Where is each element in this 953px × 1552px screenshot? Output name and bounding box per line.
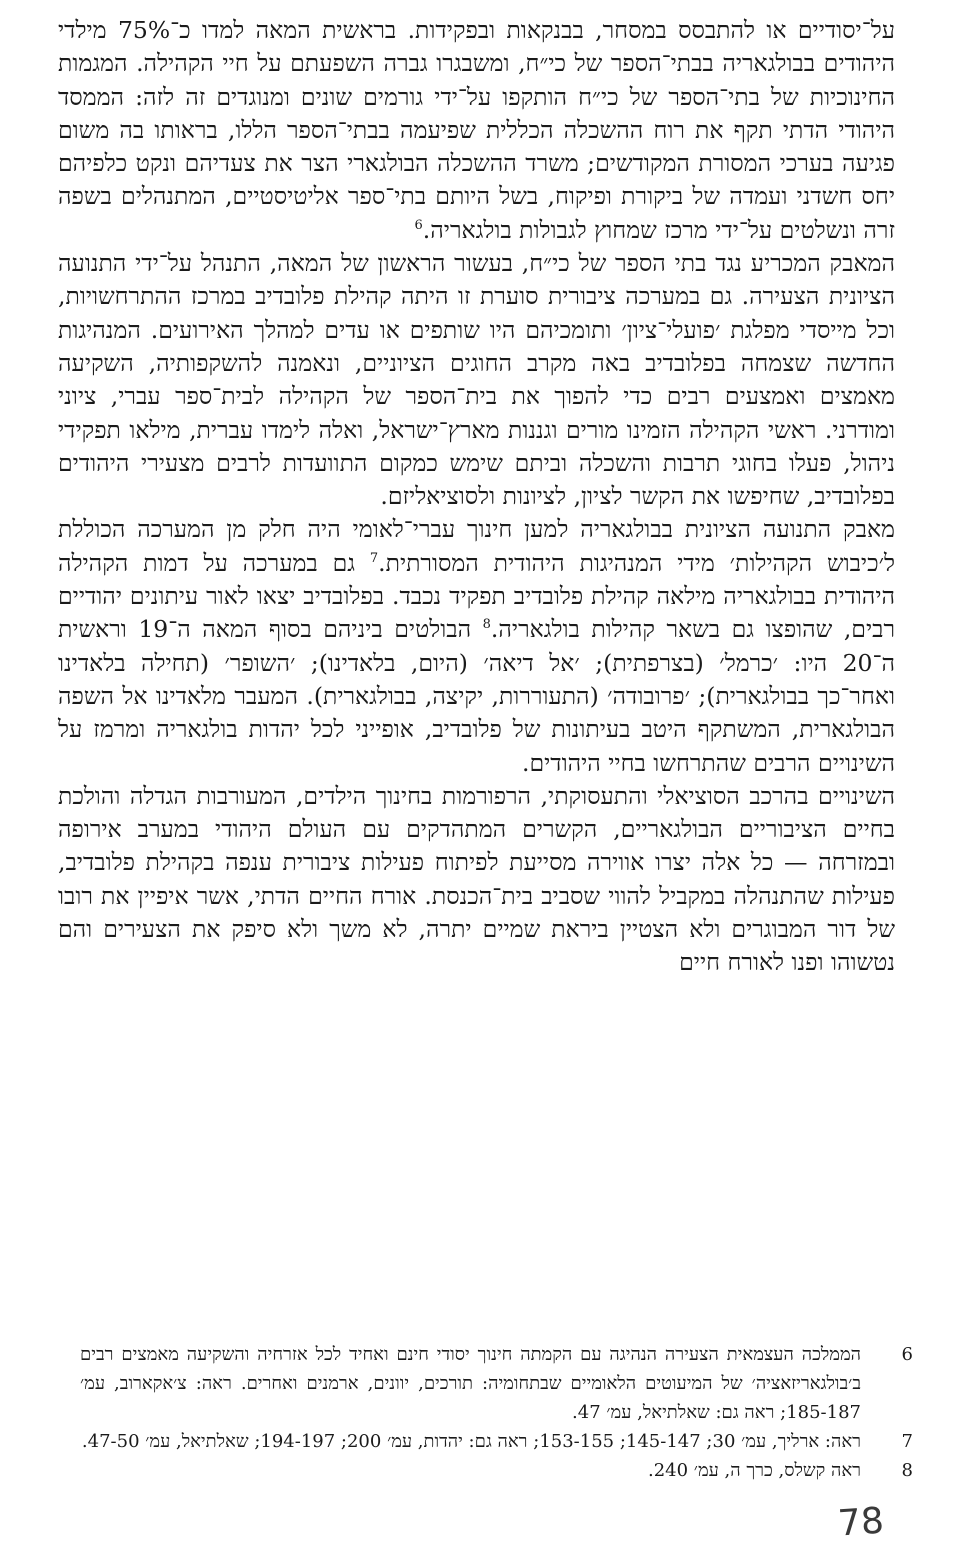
footnote-8-text: ראה קשלס, כרך ה, עמ׳ 240.: [647, 1460, 861, 1481]
paragraph-3-text-before: מאבק התנועה הציונית בבולגאריה למען חינוך עברי־לאומי היה חלק מן המערכה הכוללת ל׳כיבוש הקהילות׳ מידי המנהיגות היהודית המסורתית.: [58, 515, 895, 577]
footnote-6-text: הממלכה העצמאית הצעירה הנהיגה עם הקמתה חינוך יסודי חינם ואחיד לכל אזרחיה והשקיעה מאמצים רבים ב׳בולגאריזאציה׳ של המיעוטים הלאומיים שבתחומיה: תורכים, יוונים, ארמנים ואחרים. ראה: צ׳אקארוב, עמ׳ 185-187; ראה גם: שאלתיאל, עמ׳ 47.: [80, 1344, 861, 1423]
paragraph-4: השינויים בהרכב הסוציאלי והתעסוקתי, הרפורמות בחינוך הילדים, המעורבות הגדלה והולכת בחיים הציבוריים הבולגאריים, הקשרים המתהדקים עם העולם היהודי במערב אירופה ובמזרחה — כל אלה יצרו אווירה מסייעת לפיתוח פעילות ציבורית ענפה בקהילת פלובדיב, פעילות שהתנהלה במקביל להווי שסביב בית־הכנסת. אורח החיים הדתי, אשר איפיין את רובו של דור המבוגרים ולא הצטיין ביראת שמיים יתרה, לא משך ולא סיפק את הצעירים והם נטשוהו ופנו לאורח חיים: [58, 781, 895, 977]
footnotes: [80, 1340, 913, 1485]
footnote-ref-8[interactable]: 8: [482, 617, 491, 633]
footnote-ref-7[interactable]: 7: [369, 550, 379, 566]
page-number: 78: [836, 1500, 886, 1545]
footnote-8: [80, 1456, 913, 1485]
footnote-ref-6[interactable]: 6: [414, 217, 423, 233]
paragraph-3-text-after: הבולטים ביניהם בסוף המאה ה־19 וראשית ה־20 היו: ׳כרמל׳ (בצרפתית); ׳אל דיאה׳ (היום, בלאדינו); ׳השופר׳ (תחילה בלאדינו ואחר־כך בבולגארית); ׳פרובודה׳ (התעוררות, יקיצה, בבולגארית). המעבר מלאדינו אל השפה הבולגארית, המשתקף היטב בעיתונות של פלובדיב, אופייני לכל יהדות בולגאריה ומרמז על השינויים הרבים שהתרחשו בחיי היהודים.: [58, 615, 895, 777]
paragraph-2: המאבק המכריע נגד בתי הספר של כי״ח, בעשור הראשון של המאה, התנהל על־ידי התנועה הציונית הצעירה. גם במערכה ציבורית סוערת זו היתה קהילת פלובדיב במרכז ההתרחשויות, וכל מייסדי מפלגת ׳פועלי־ציון׳ ותומכיהם היו שותפים או עדים למהלך האירועים. המנהיגות החדשה שצמחה בפלובדיב באה מקרב החוגים הציוניים, ונאמנה להשקפותיה, השקיעה מאמצים ואמצעים רבים כדי להפוך את בית־הספר של הקהילה לבית־ספר עברי, ציוני ומודרני. ראשי הקהילה הזמינו מורים וגננות מארץ־ישראל, ואלה לימדו עברית, מילאו תפקידי ניהול, פעלו בחוגי תרבות והשכלה וביתם שימש כמקום התוועדות לרבים מצעירי היהודים בפלובדיב, שחיפשו את הקשר לציון, לציונות ולסוציאליזם.: [58, 249, 895, 511]
paragraph-3: [58, 513, 895, 779]
footnote-7: [80, 1427, 913, 1456]
footnote-8-number: 8: [901, 1460, 913, 1481]
footnote-7-number: 7: [901, 1431, 913, 1452]
footnote-7-text: ראה: ארליך, עמ׳ 30; 145-147; 153-155; ראה גם: יהדות, עמ׳ 200; 194-197; שאלתיאל, עמ׳ 47-50.: [81, 1431, 861, 1452]
paragraph-1-text: על־יסודיים או להתבסס במסחר, בבנקאות ובפקידות. בראשית המאה למדו כ־75% מילדי היהודים בבולגאריה בבתי־הספר של כי״ח, ומשבגרו גברה השפעתם על חיי הקהילה. המגמות החינוכיות של בתי־הספר של כי״ח הותקפו על־ידי גורמים שונים ומנוגדים זה לזה: הממסד היהודי הדתי תקף את רוח ההשכלה הכללית שפיעמה בבתי־הספר הללו, בראותו בה משום פגיעה בערכי המסורת המקודשים; משרד ההשכלה הבולגארי הצר את צעדיהם ונקט כלפיהם יחס חשדני ועמדה של ביקורת ופיקוח, בשל היותם בתי־ספר אליטיסטיים, המתנהלים בשפה זרה ונשלטים על־ידי מרכז שמחוץ לגבולות בולגאריה.: [58, 16, 895, 244]
paragraph-3-text-middle: גם במערכה על דמות הקהילה היהודית בבולגאריה מילאה קהילת פלובדיב תפקיד נכבד. בפלובדיב יצאו לאור עיתונים יהודיים רבים, שהופצו גם בשאר קהילות בולגאריה.: [58, 548, 896, 644]
paragraph-1: [58, 14, 895, 247]
footnote-6: [80, 1340, 913, 1427]
footnote-6-number: 6: [901, 1344, 913, 1365]
